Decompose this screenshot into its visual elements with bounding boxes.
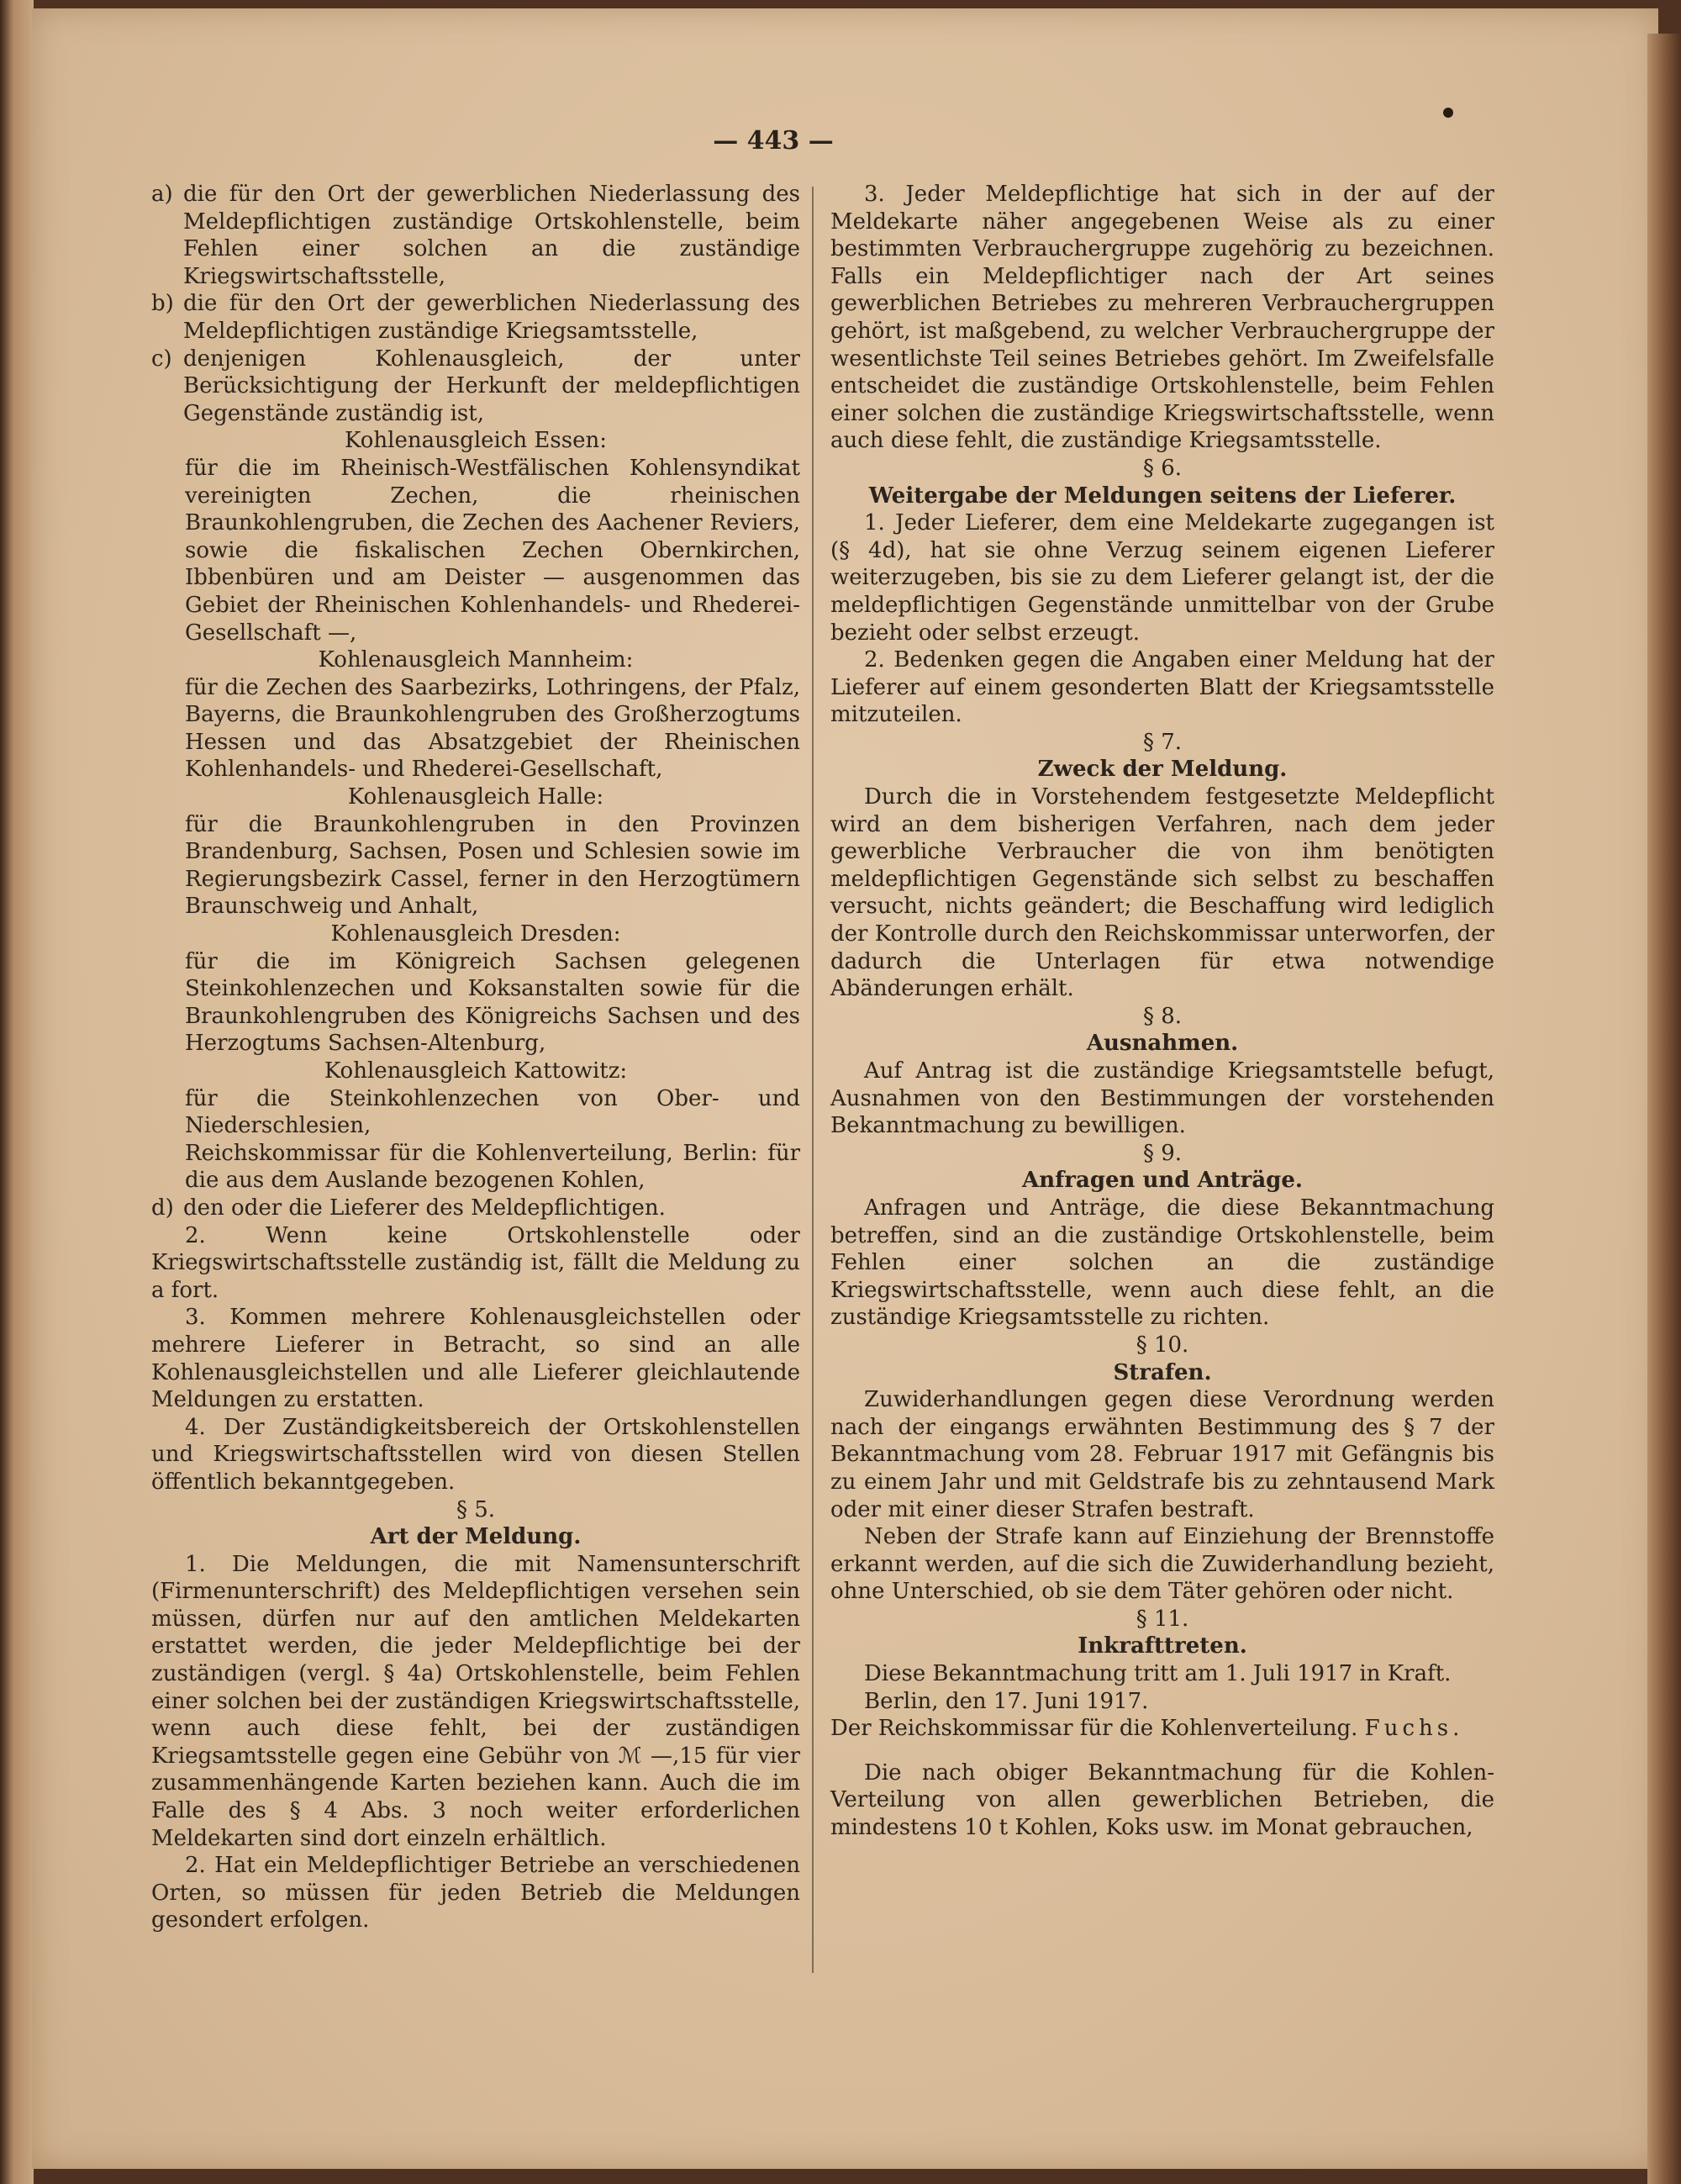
closing-paragraph: Die nach obiger Bekanntmachung für die Kohlen-Verteilung von allen gewerblichen Betrieben, die mindestens 10 t Kohlen, Koks usw. im Monat gebrauchen, [830,1759,1494,1841]
section-7-paragraph-1: Durch die in Vorstehendem festgesetzte Meldepflicht wird an dem bisherigen Verfahren, nach dem jeder gewerbliche Verbraucher die von ihm benötigten meldepflichtigen Gegenstände sich selbst zu beschaffen versucht, nichts geändert; die Beschaffung wird lediglich der Kontrolle durch den Reichskommissar unterworfen, der dadurch die Unterlagen für etwa notwendige Abänderungen erhält. [830,784,1494,1002]
list-label: b) [151,291,174,317]
text-mannheim: für die Zechen des Saarbezirks, Lothringens, der Pfalz, Bayerns, die Braunkohlengruben des Großherzogtums Hessen und das Absatzgebiet der Rheinischen Kohlenhandels- und Rhederei-Gesellschaft, [185,674,800,783]
list-label: c) [151,346,172,372]
book-fore-edge [1647,34,1681,2184]
list-text: denjenigen Kohlenausgleich, der unter Berücksichtigung der Herkunft der meldepflichtigen Gegenstände zuständig ist, [183,346,800,426]
section-sign-7: § 7. [1142,729,1183,755]
signature-line [830,1715,1494,1743]
section-10-paragraph-1: Zuwiderhandlungen gegen diese Verordnung werden nach der eingangs erwähnten Bestimmung des § 7 der Bekanntmachung vom 28. Februar 1917 mit Gefängnis bis zu einem Jahr und mit Geldstrafe bis zu zehntausend Mark oder mit einer dieser Strafen bestraft. [830,1387,1494,1522]
section-6-paragraph-2: 2. Bedenken gegen die Angaben einer Meldung hat der Lieferer auf einem gesonderten Blatt der Kriegsamtsstelle mitzuteilen. [830,647,1494,728]
heading-essen: Kohlenausgleich Essen: [345,428,607,454]
list-item-b [151,290,800,345]
section-title-6: Weitergabe der Meldungen seitens der Lieferer. [868,483,1457,509]
text-essen: für die im Rheinisch-Westfälischen Kohlensyndikat vereinigten Zechen, die rheinischen Braunkohlengruben, die Zechen des Aachener Reviers, sowie die fiskalischen Zechen Obernkirchen, Ibbenbüren und am Deister — ausgenommen das Gebiet der Rheinischen Kohlenhandels- und Rhederei-Gesellschaft —, [185,455,800,646]
list-text: die für den Ort der gewerblichen Niederlassung des Meldepflichtigen zuständige Kriegsamtsstelle, [183,291,800,344]
ink-speck [1443,108,1453,118]
list-text: den oder die Lieferer des Meldepflichtigen. [183,1195,666,1221]
heading-kattowitz: Kohlenausgleich Kattowitz: [324,1058,628,1084]
section-sign-9: § 9. [1142,1140,1183,1166]
section-title-11: Inkrafttreten. [1078,1633,1247,1659]
signature-title: Der Reichskommissar für die Kohlenverteilung. [830,1716,1358,1742]
section-5-paragraph-2: 2. Hat ein Meldepflichtiger Betriebe an verschiedenen Orten, so müssen für jeden Betrieb die Meldungen gesondert erfolgen. [151,1853,800,1933]
left-column [151,181,800,1934]
section-sign-10: § 10. [1136,1332,1189,1358]
text-berlin: Reichskommissar für die Kohlenverteilung, Berlin: für die aus dem Auslande bezogenen Kohlen, [185,1140,800,1194]
column-divider [812,187,814,1973]
list-item-a [151,181,800,290]
list-item-d [151,1195,800,1222]
paragraph-4: 4. Der Zuständigkeitsbereich der Ortskohlenstellen und Kriegswirtschaftsstellen wird von diesen Stellen öffentlich bekanntgegeben. [151,1414,800,1495]
text-halle: für die Braunkohlengruben in den Provinzen Brandenburg, Sachsen, Posen und Schlesien sowie im Regierungsbezirk Cassel, ferner in den Herzogtümern Braunschweig und Anhalt, [185,811,800,920]
paragraph-3: 3. Kommen mehrere Kohlenausgleichstellen oder mehrere Lieferer in Betracht, so sind an alle Kohlenausgleichstellen und alle Lieferer gleichlautende Meldungen zu erstatten. [151,1305,800,1413]
section-sign-11: § 11. [1136,1606,1189,1632]
heading-mannheim: Kohlenausgleich Mannheim: [318,647,634,673]
section-9-paragraph-1: Anfragen und Anträge, die diese Bekanntmachung betreffen, sind an die zuständige Ortskohlenstelle, beim Fehlen einer solchen an die zuständige Kriegswirtschaftsstelle, wenn auch diese fehlt, an die zuständige Kriegsamtsstelle zu richten. [830,1195,1494,1331]
section-title-7: Zweck der Meldung. [1037,757,1288,783]
section-8-paragraph-1: Auf Antrag ist die zuständige Kriegsamtstelle befugt, Ausnahmen von den Bestimmungen der vorstehenden Bekanntmachung zu bewilligen. [830,1058,1494,1139]
page-number: — 443 — [713,126,834,156]
section-10-paragraph-2: Neben der Strafe kann auf Einziehung der Brennstoffe erkannt werden, auf die sich die Zuwiderhandlung bezieht, ohne Unterschied, ob sie dem Täter gehören oder nicht. [830,1524,1494,1605]
text-kattowitz: für die Steinkohlenzechen von Ober- und Niederschlesien, [185,1085,800,1139]
previous-page-edge [0,0,34,2184]
heading-dresden: Kohlenausgleich Dresden: [330,921,621,947]
section-sign-8: § 8. [1142,1003,1183,1029]
section-title-10: Strafen. [1113,1359,1212,1385]
list-text: die für den Ort der gewerblichen Niederlassung des Meldepflichtigen zuständige Ortskohlenstelle, beim Fehlen einer solchen an die zuständige Kriegswirtschaftsstelle, [183,182,800,289]
text-dresden: für die im Königreich Sachsen gelegenen Steinkohlenzechen und Koksanstalten sowie für die Braunkohlengruben des Königreichs Sachsen und des Herzogtums Sachsen-Altenburg, [185,948,800,1057]
section-sign-6: § 6. [1142,455,1183,481]
place-date-line: Berlin, den 17. Juni 1917. [864,1688,1149,1714]
spacer [830,1743,1494,1759]
signature-name: Fuchs. [1364,1716,1464,1742]
right-column [830,181,1494,1842]
section-sign-5: § 5. [456,1496,496,1522]
list-label: d) [151,1195,174,1221]
section-title-9: Anfragen und Anträge. [1022,1168,1303,1194]
section-title-8: Ausnahmen. [1086,1031,1239,1057]
section-11-paragraph-1: Diese Bekanntmachung tritt am 1. Juli 1917 in Kraft. [864,1661,1452,1687]
section-6-paragraph-1: 1. Jeder Lieferer, dem eine Meldekarte zugegangen ist (§ 4d), hat sie ohne Verzug seinem eigenen Lieferer weiterzugeben, bis sie zu dem Lieferer gelangt ist, der die meldepflichtigen Gegenstände unmittelbar von der Grube bezieht oder selbst erzeugt. [830,510,1494,646]
section-title-5: Art der Meldung. [370,1524,582,1550]
list-label: a) [151,182,173,207]
section-5-paragraph-1: 1. Die Meldungen, die mit Namensunterschrift (Firmenunterschrift) des Meldepflichtigen versehen sein müssen, dürfen nur auf den amtlichen Meldekarten erstattet werden, die jeder Meldepflichtige bei der zuständigen (vergl. § 4a) Ortskohlenstelle, beim Fehlen einer solchen bei der zuständigen Kriegswirtschaftsstelle, wenn auch diese fehlt, bei der zuständigen Kriegsamtsstelle gegen eine Gebühr von ℳ —,15 für vier zusammenhängende Karten beziehen kann. Auch die im Falle des § 4 Abs. 3 noch weiter erforderlichen Meldekarten sind dort einzeln erhältlich. [151,1551,800,1851]
paragraph-2: 2. Wenn keine Ortskohlenstelle oder Kriegswirtschaftsstelle zuständig ist, fällt die Meldung zu a fort. [151,1222,800,1303]
section-5-paragraph-3: 3. Jeder Meldepflichtige hat sich in der auf der Meldekarte näher angegebenen Weise als zu einer bestimmten Verbrauchergruppe zugehörig zu bezeichnen. Falls ein Meldepflichtiger nach der Art seines gewerblichen Betriebes zu mehreren Verbrauchergruppen gehört, ist maßgebend, zu welcher Verbrauchergruppe der wesentlichste Teil seines Betriebes gehört. Im Zweifelsfalle entscheidet die zuständige Ortskohlenstelle, beim Fehlen einer solchen die zuständige Kriegswirtschaftsstelle, wenn auch diese fehlt, die zuständige Kriegsamtsstelle. [830,182,1494,454]
heading-halle: Kohlenausgleich Halle: [347,784,604,810]
list-item-c [151,346,800,428]
